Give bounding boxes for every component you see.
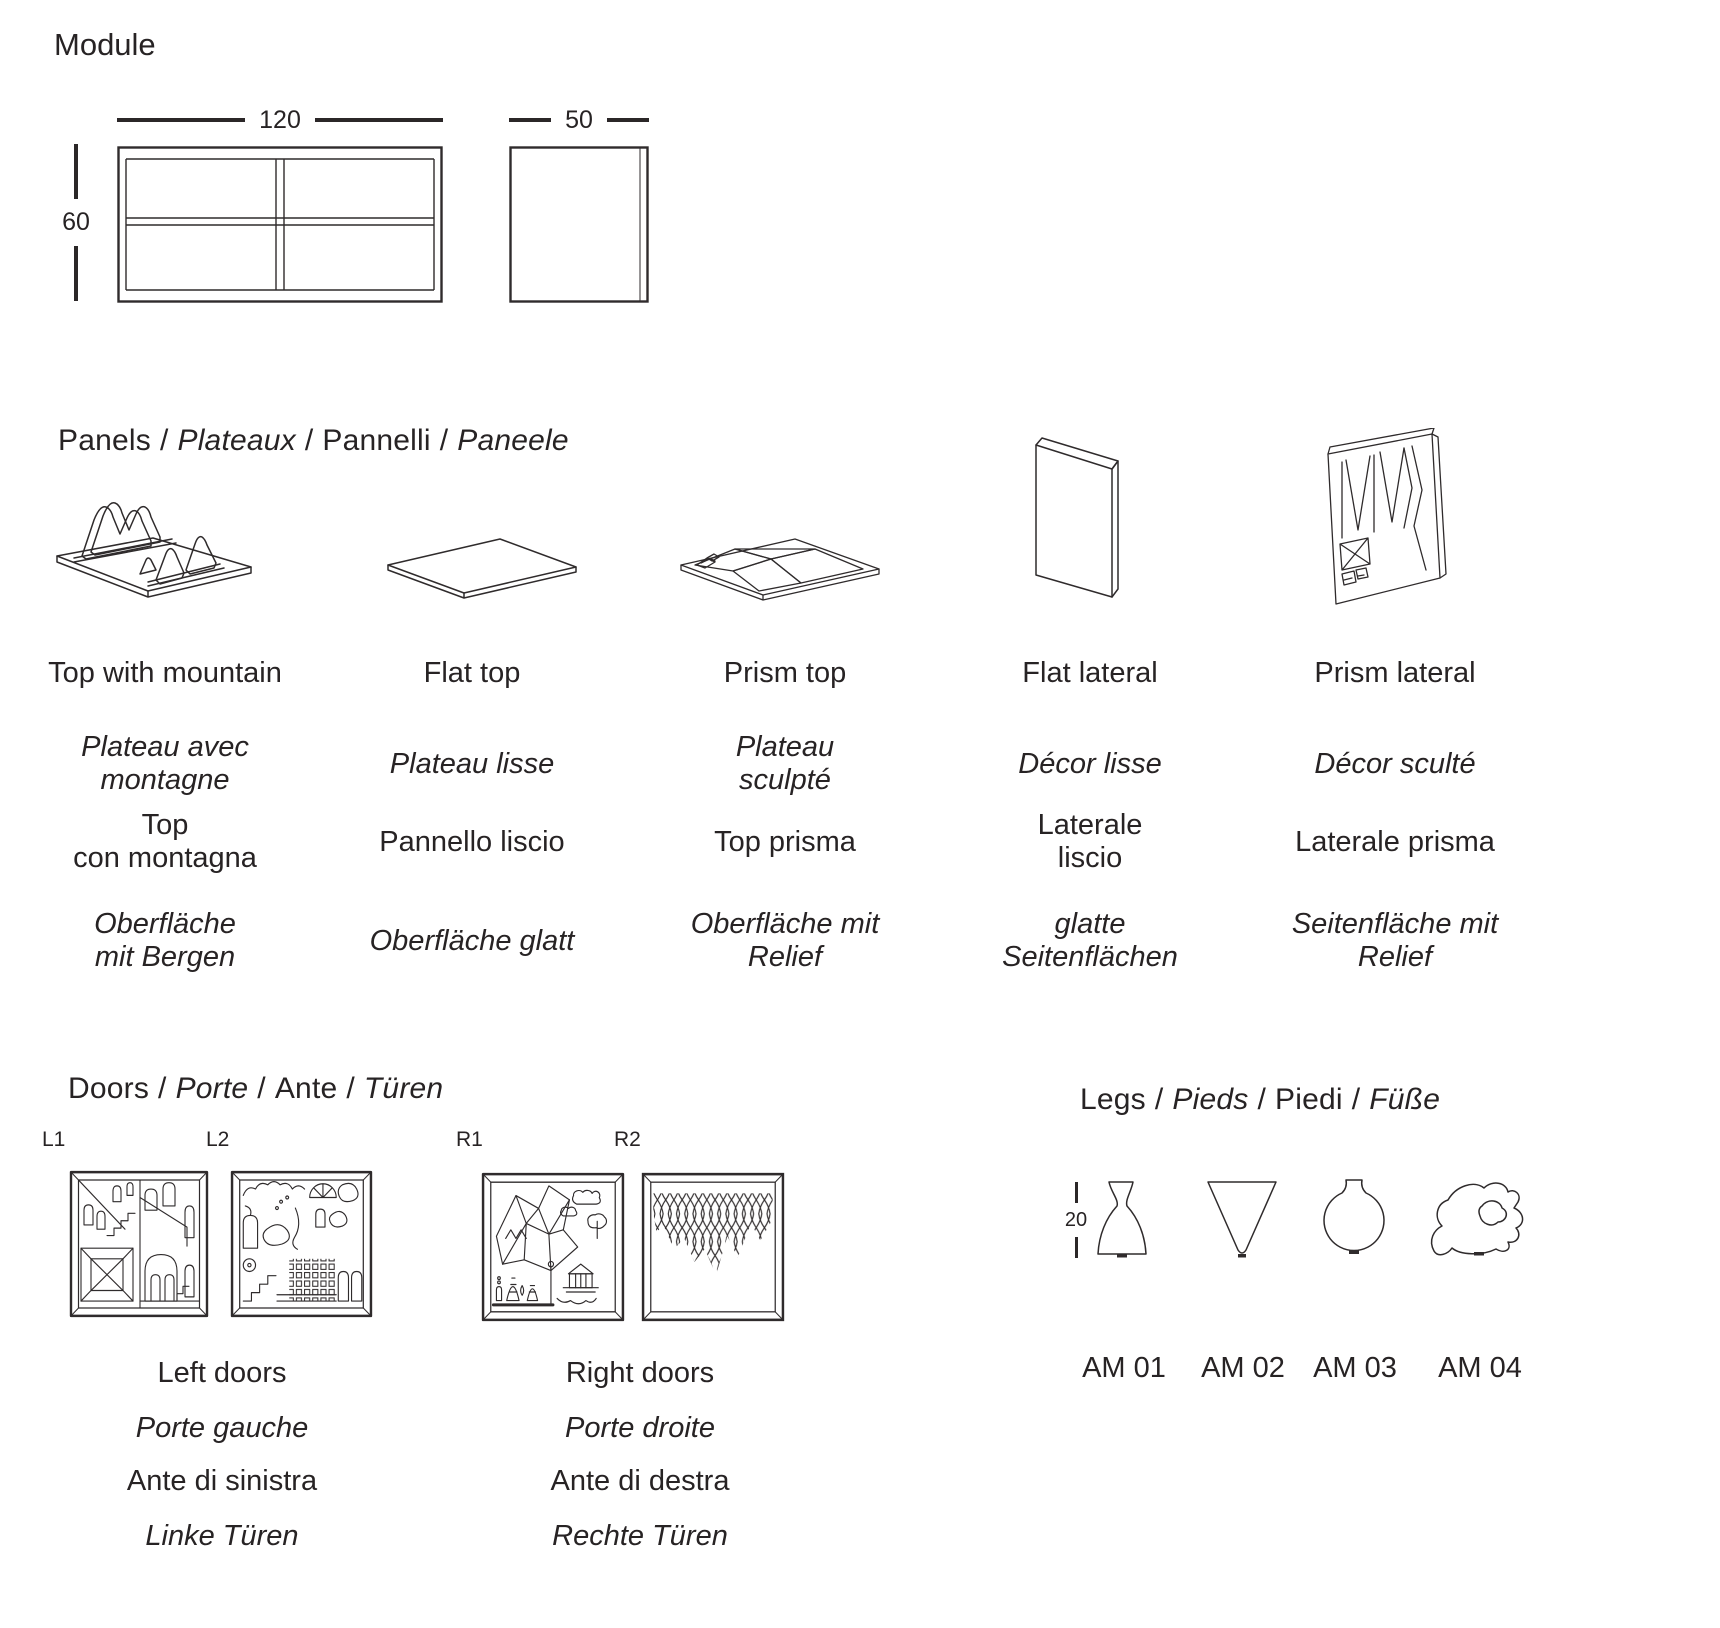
prism-top-icon — [675, 535, 885, 603]
door-code-l1: L1 — [42, 1128, 66, 1151]
separator: / — [257, 1072, 266, 1105]
panel-label-fr: Décor lisse — [1018, 747, 1162, 780]
panels-heading — [58, 424, 569, 458]
door-code-r2: R2 — [614, 1128, 641, 1151]
flat-lateral-icon — [1030, 435, 1135, 613]
panel-label-it: Pannello liscio — [379, 825, 565, 858]
panel-label-fr: Plateau sculpté — [735, 731, 835, 796]
left-doors-label-en: Left doors — [157, 1356, 287, 1389]
legs-heading-de: Füße — [1369, 1083, 1441, 1116]
right-doors-label-de: Rechte Türen — [552, 1519, 728, 1552]
leg-label-am02: AM 02 — [1201, 1352, 1285, 1384]
dimension-line — [74, 144, 78, 199]
panel-label-it: Top con montagna — [73, 809, 257, 874]
panel-label-de: Seitenfläche mit Relief — [1291, 908, 1499, 973]
separator: / — [158, 1072, 167, 1105]
right-doors-label-it: Ante di destra — [550, 1464, 730, 1497]
organic-leg-icon — [1424, 1178, 1532, 1260]
dimension-line — [607, 118, 649, 122]
side-width-dimension — [509, 107, 649, 133]
panel-label-en: Prism top — [723, 656, 847, 689]
leg-height-value: 20 — [1064, 1209, 1088, 1231]
dimension-line — [315, 118, 443, 122]
module-side-drawing — [509, 146, 649, 303]
legs-heading-fr: Pieds — [1172, 1083, 1249, 1116]
dimension-line — [1075, 1182, 1078, 1203]
left-doors-label-fr: Porte gauche — [135, 1411, 309, 1444]
doors-heading-de: Türen — [363, 1072, 444, 1105]
leg-height-dimension — [1058, 1182, 1094, 1258]
top-with-mountain-icon — [52, 494, 257, 599]
doors-heading-en: Doors — [68, 1072, 150, 1105]
door-l2-icon — [230, 1170, 373, 1318]
panel-label-fr: Plateau lisse — [389, 747, 555, 780]
separator: / — [346, 1072, 355, 1105]
dimension-line — [117, 118, 245, 122]
module-front-drawing — [117, 146, 443, 303]
legs-heading-it: Piedi — [1275, 1083, 1343, 1116]
leg-label-am04: AM 04 — [1438, 1352, 1522, 1384]
panel-label-fr: Décor sculté — [1314, 747, 1476, 780]
panel-label-de: Oberfläche mit Bergen — [94, 908, 236, 973]
separator: / — [1351, 1083, 1361, 1116]
round-vase-leg-icon — [1316, 1178, 1392, 1260]
cone-leg-icon — [1205, 1180, 1279, 1260]
front-height-value: 60 — [62, 208, 90, 236]
module-title: Module — [54, 27, 156, 62]
door-l1-icon — [69, 1170, 209, 1318]
leg-label-am01: AM 01 — [1082, 1352, 1166, 1384]
hourglass-leg-icon — [1093, 1180, 1151, 1260]
panels-heading-fr: Plateaux — [177, 424, 296, 457]
separator: / — [159, 424, 169, 457]
doors-heading-it: Ante — [274, 1072, 338, 1105]
flat-top-icon — [382, 535, 582, 603]
panel-label-it: Laterale prisma — [1295, 825, 1495, 858]
panel-label-de: Oberfläche glatt — [369, 924, 575, 957]
panel-label-en: Prism lateral — [1314, 656, 1476, 689]
panel-label-en: Flat top — [423, 656, 521, 689]
panels-heading-de: Paneele — [457, 424, 569, 457]
panel-label-en: Flat lateral — [1022, 656, 1158, 689]
panels-heading-en: Panels — [58, 424, 151, 457]
separator: / — [1154, 1083, 1164, 1116]
dimension-line — [74, 246, 78, 301]
doors-heading — [68, 1072, 443, 1106]
panel-label-de: Oberfläche mit Relief — [690, 908, 880, 973]
door-code-r1: R1 — [456, 1128, 483, 1151]
dimension-line — [1075, 1237, 1078, 1258]
left-doors-label-it: Ante di sinistra — [126, 1464, 318, 1497]
panels-heading-it: Pannelli — [322, 424, 431, 457]
panel-label-fr: Plateau avec montagne — [81, 731, 249, 796]
separator: / — [304, 424, 314, 457]
leg-label-am03: AM 03 — [1313, 1352, 1397, 1384]
doors-heading-fr: Porte — [175, 1072, 249, 1105]
panel-label-it: Laterale liscio — [1037, 809, 1143, 874]
door-r1-icon — [481, 1172, 625, 1322]
front-width-value: 120 — [259, 105, 301, 134]
panel-label-it: Top prisma — [714, 825, 856, 858]
separator: / — [1257, 1083, 1266, 1116]
prism-lateral-icon — [1320, 428, 1460, 613]
separator: / — [439, 424, 449, 457]
front-height-dimension — [56, 144, 96, 301]
door-r2-icon — [641, 1172, 785, 1322]
legs-heading-en: Legs — [1080, 1083, 1146, 1116]
right-doors-label-en: Right doors — [565, 1356, 715, 1389]
panel-label-en: Top with mountain — [48, 656, 282, 689]
right-doors-label-fr: Porte droite — [565, 1411, 715, 1444]
left-doors-label-de: Linke Türen — [145, 1519, 299, 1552]
door-code-l2: L2 — [206, 1128, 230, 1151]
side-width-value: 50 — [565, 105, 593, 134]
panel-label-de: glatte Seitenflächen — [1002, 908, 1178, 973]
front-width-dimension — [117, 107, 443, 133]
dimension-line — [509, 118, 551, 122]
legs-heading — [1080, 1083, 1440, 1117]
